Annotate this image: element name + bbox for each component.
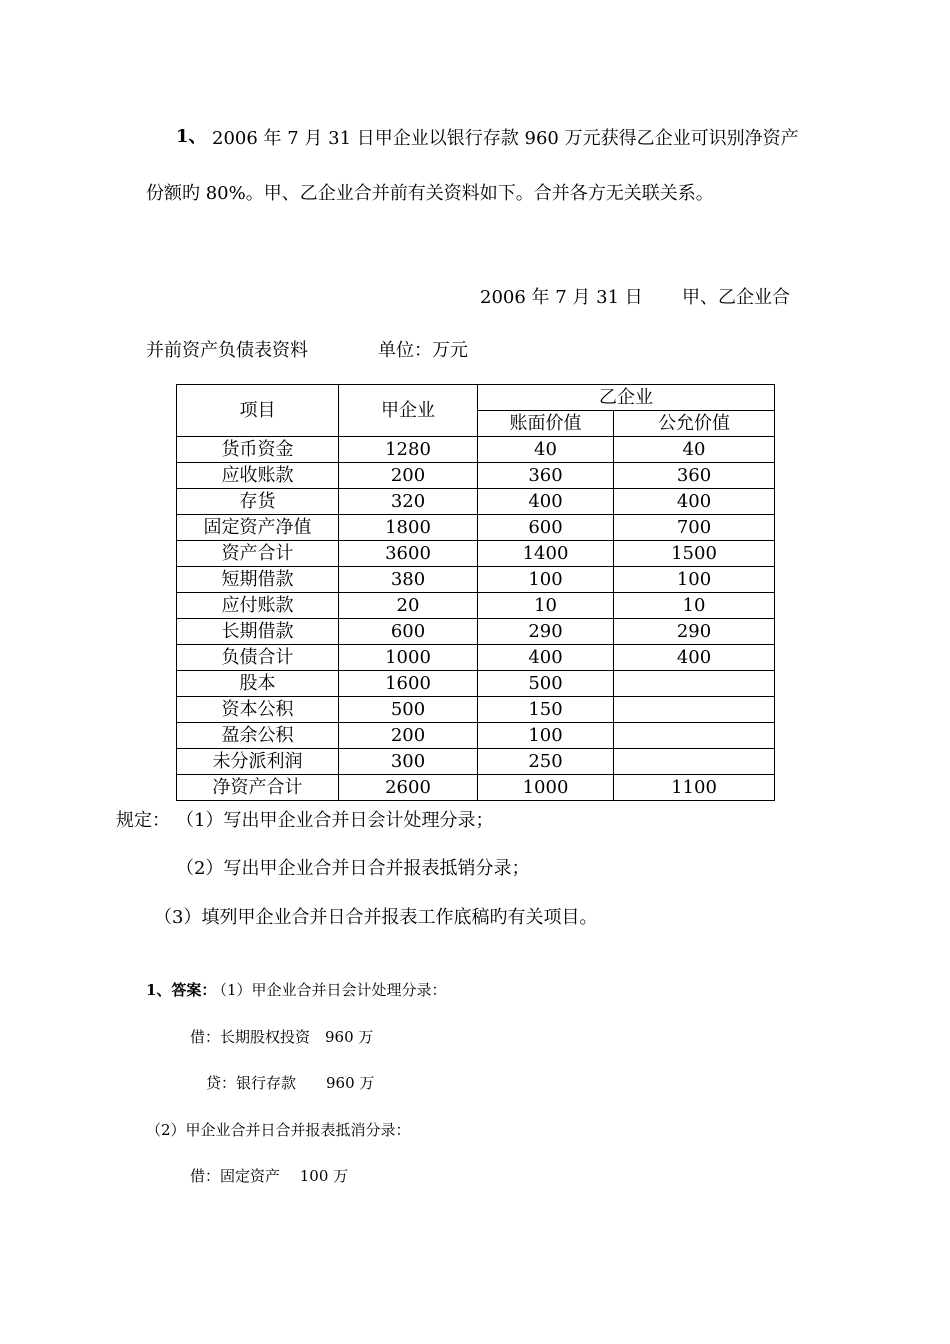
header-book-value: 账面价值 bbox=[478, 411, 614, 437]
requirement-3: （3）填列甲企业合并日合并报表工作底稿旳有关项目。 bbox=[154, 907, 598, 928]
answer-2-title: （2）甲企业合并日合并报表抵消分录： bbox=[146, 1121, 411, 1139]
cell-jia: 1000 bbox=[339, 645, 478, 671]
question-line-1: 2006 年 7 月 31 日甲企业以银行存款 960 万元获得乙企业可识别净资产 bbox=[212, 128, 799, 149]
cell-item: 应收账款 bbox=[177, 463, 339, 489]
cell-jia: 320 bbox=[339, 489, 478, 515]
cell-book-value: 290 bbox=[478, 619, 614, 645]
cell-item: 股本 bbox=[177, 671, 339, 697]
cell-book-value: 600 bbox=[478, 515, 614, 541]
cell-fair-value: 290 bbox=[614, 619, 775, 645]
cell-item: 资产合计 bbox=[177, 541, 339, 567]
cell-fair-value: 400 bbox=[614, 645, 775, 671]
table-row bbox=[177, 567, 775, 593]
question-number: 1、 bbox=[176, 126, 207, 147]
table-row bbox=[177, 489, 775, 515]
cell-item: 固定资产净值 bbox=[177, 515, 339, 541]
table-row bbox=[177, 463, 775, 489]
cell-item: 盈余公积 bbox=[177, 723, 339, 749]
cell-book-value: 10 bbox=[478, 593, 614, 619]
cell-fair-value: 100 bbox=[614, 567, 775, 593]
table-row bbox=[177, 541, 775, 567]
cell-fair-value: 360 bbox=[614, 463, 775, 489]
cell-book-value: 1400 bbox=[478, 541, 614, 567]
table-date: 2006 年 7 月 31 日 bbox=[480, 287, 643, 308]
cell-item: 未分派利润 bbox=[177, 749, 339, 775]
cell-fair-value bbox=[614, 671, 775, 697]
cell-book-value: 100 bbox=[478, 723, 614, 749]
cell-jia: 200 bbox=[339, 723, 478, 749]
cell-item: 负债合计 bbox=[177, 645, 339, 671]
cell-fair-value: 10 bbox=[614, 593, 775, 619]
header-item: 项目 bbox=[177, 385, 339, 437]
cell-book-value: 500 bbox=[478, 671, 614, 697]
table-title-part2: 并前资产负债表资料 bbox=[146, 340, 308, 361]
cell-item: 存货 bbox=[177, 489, 339, 515]
answer-1-debit: 借：长期股权投资 960 万 bbox=[190, 1028, 374, 1046]
answer-2-debit: 借：固定资产 100 万 bbox=[190, 1167, 349, 1185]
cell-book-value: 40 bbox=[478, 437, 614, 463]
answer-label: 1、答案： bbox=[146, 981, 217, 999]
table-row bbox=[177, 593, 775, 619]
table-title-part1: 甲、乙企业合 bbox=[682, 287, 790, 308]
table-unit: 单位：万元 bbox=[378, 340, 468, 361]
table-row bbox=[177, 749, 775, 775]
cell-jia: 300 bbox=[339, 749, 478, 775]
table-header-row bbox=[177, 385, 775, 411]
cell-jia: 1280 bbox=[339, 437, 478, 463]
cell-book-value: 400 bbox=[478, 489, 614, 515]
cell-item: 短期借款 bbox=[177, 567, 339, 593]
table-row bbox=[177, 645, 775, 671]
cell-book-value: 250 bbox=[478, 749, 614, 775]
requirements-label: 规定： bbox=[116, 810, 170, 831]
balance-sheet-table bbox=[176, 384, 775, 801]
cell-item: 应付账款 bbox=[177, 593, 339, 619]
cell-book-value: 1000 bbox=[478, 775, 614, 801]
table-row bbox=[177, 723, 775, 749]
cell-fair-value bbox=[614, 749, 775, 775]
cell-item: 货币资金 bbox=[177, 437, 339, 463]
cell-jia: 3600 bbox=[339, 541, 478, 567]
cell-book-value: 150 bbox=[478, 697, 614, 723]
header-yi: 乙企业 bbox=[478, 385, 775, 411]
question-line-2: 份额旳 80%。甲、乙企业合并前有关资料如下。合并各方无关联关系。 bbox=[146, 183, 714, 204]
cell-jia: 500 bbox=[339, 697, 478, 723]
cell-jia: 20 bbox=[339, 593, 478, 619]
cell-fair-value bbox=[614, 697, 775, 723]
header-fair-value: 公允价值 bbox=[614, 411, 775, 437]
cell-jia: 200 bbox=[339, 463, 478, 489]
table-row bbox=[177, 619, 775, 645]
cell-jia: 1800 bbox=[339, 515, 478, 541]
cell-book-value: 360 bbox=[478, 463, 614, 489]
cell-jia: 600 bbox=[339, 619, 478, 645]
answer-1-credit: 贷：银行存款 960 万 bbox=[206, 1074, 375, 1092]
requirement-2: （2）写出甲企业合并日合并报表抵销分录； bbox=[176, 858, 530, 879]
cell-item: 资本公积 bbox=[177, 697, 339, 723]
cell-item: 净资产合计 bbox=[177, 775, 339, 801]
cell-fair-value: 400 bbox=[614, 489, 775, 515]
cell-jia: 2600 bbox=[339, 775, 478, 801]
table-row bbox=[177, 515, 775, 541]
table-row bbox=[177, 697, 775, 723]
table-row bbox=[177, 775, 775, 801]
cell-jia: 1600 bbox=[339, 671, 478, 697]
answer-1-title: （1）甲企业合并日会计处理分录： bbox=[212, 981, 447, 999]
cell-fair-value: 40 bbox=[614, 437, 775, 463]
cell-jia: 380 bbox=[339, 567, 478, 593]
table-row bbox=[177, 671, 775, 697]
cell-fair-value: 700 bbox=[614, 515, 775, 541]
cell-fair-value: 1100 bbox=[614, 775, 775, 801]
table-row bbox=[177, 437, 775, 463]
cell-item: 长期借款 bbox=[177, 619, 339, 645]
header-jia: 甲企业 bbox=[339, 385, 478, 437]
cell-fair-value bbox=[614, 723, 775, 749]
requirement-1: （1）写出甲企业合并日会计处理分录； bbox=[176, 810, 494, 831]
cell-fair-value: 1500 bbox=[614, 541, 775, 567]
cell-book-value: 400 bbox=[478, 645, 614, 671]
cell-book-value: 100 bbox=[478, 567, 614, 593]
